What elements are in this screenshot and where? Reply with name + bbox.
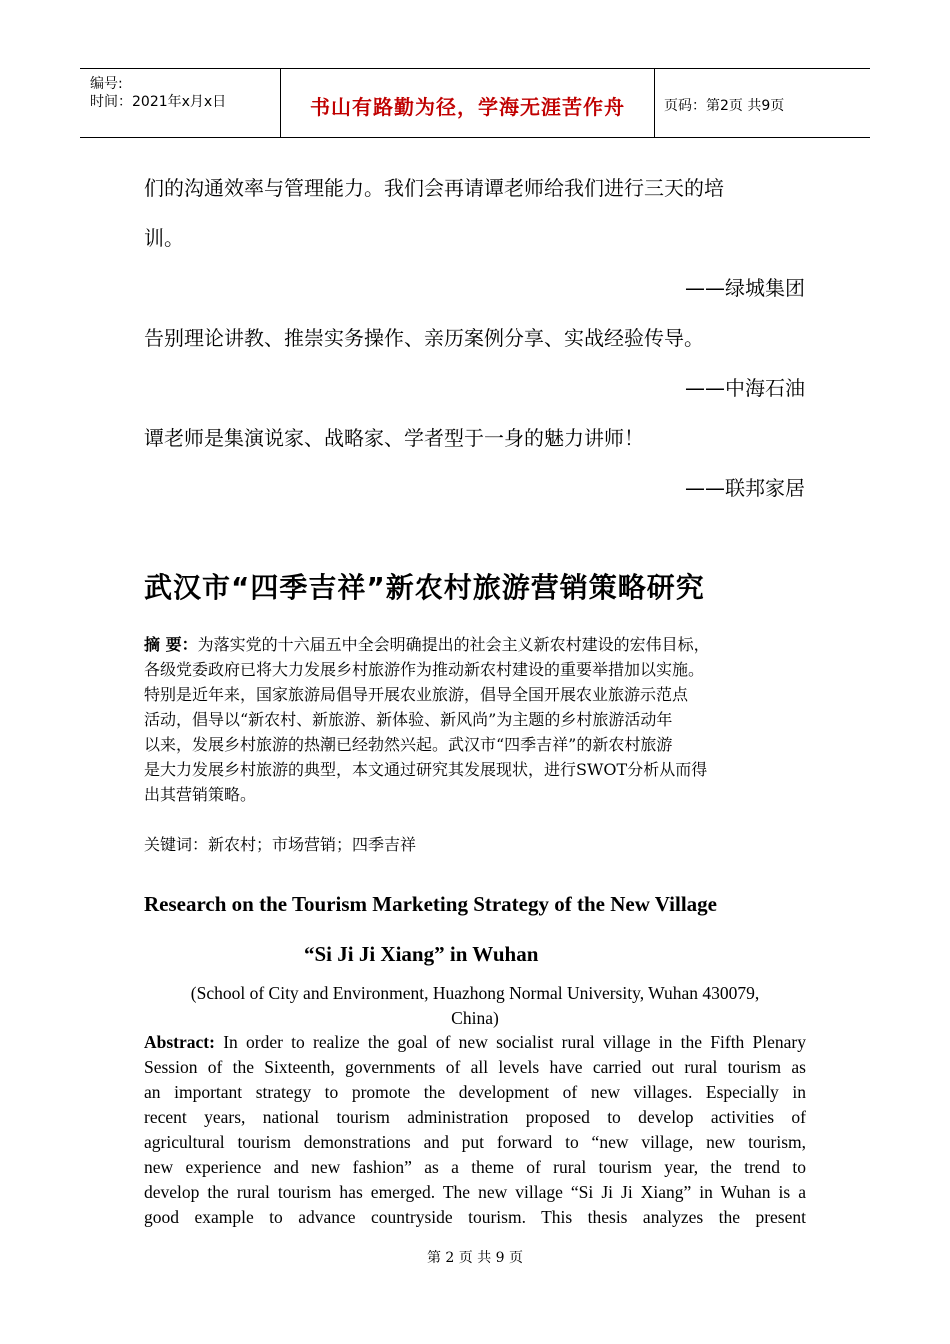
affiliation-line-2: China) [451,1008,499,1028]
motto: 书山有路勤为径，学海无涯苦作舟 [310,95,625,119]
abstract-en-line: Abstract: In order to realize the goal of new socialist rural village in the Fifth Plenary [144,1032,806,1052]
abstract-en-line: agricultural tourism demonstrations and put forward to “new village, new tourism, [144,1132,806,1152]
keywords-cn: 关键词：新农村；市场营销；四季吉祥 [144,835,417,854]
header-page-cell [654,69,870,137]
page-header [80,68,870,138]
testimonial-3-source: ——联邦家居 [685,476,805,500]
serial-label: 编号: [90,76,123,92]
testimonial-1-line-2: 训。 [144,226,184,250]
abstract-cn [144,632,806,807]
paper-title-en-line-1: Research on the Tourism Marketing Strategy of the New Village [144,892,717,916]
abstract-en-line: good example to advance countryside tourism. This thesis analyzes the present [144,1207,806,1227]
testimonial-2-source: ——中海石油 [685,376,805,400]
abstract-cn-label: 摘 要： [144,635,198,654]
testimonial-3-text: 谭老师是集演说家、战略家、学者型于一身的魅力讲师！ [144,426,644,450]
affiliation-line-1: (School of City and Environment, Huazhong Normal University, Wuhan 430079, [190,983,760,1003]
header-motto-cell [280,69,655,137]
abstract-en-line: new experience and new fashion” as a theme of rural tourism year, the trend to [144,1157,806,1177]
affiliation [144,981,806,1031]
abstract-cn-line: 各级党委政府已将大力发展乡村旅游作为推动新农村建设的重要举措加以实施。 [144,660,705,679]
testimonial-1-source: ——绿城集团 [685,276,805,300]
testimonial-1-line-1: 们的沟通效率与管理能力。我们会再请谭老师给我们进行三天的培 [144,176,724,200]
time-label: 时间：2021年x月x日 [90,94,227,110]
abstract-cn-line: 活动，倡导以“新农村、新旅游、新体验、新风尚”为主题的乡村旅游活动年 [144,710,673,729]
abstract-en [144,1030,806,1230]
abstract-cn-line: 以来，发展乡村旅游的热潮已经勃然兴起。武汉市“四季吉祥”的新农村旅游 [144,735,673,754]
header-meta-cell [80,69,280,137]
paper-title-en-line-2: “Si Ji Ji Xiang” in Wuhan [304,942,539,966]
abstract-cn-line: 特别是近年来，国家旅游局倡导开展农业旅游，倡导全国开展农业旅游示范点 [144,685,689,704]
abstract-en-line: develop the rural tourism has emerged. The new village “Si Ji Ji Xiang” in Wuhan is a [144,1182,806,1202]
abstract-en-line: recent years, national tourism administration proposed to develop activities of [144,1107,806,1127]
page-info: 页码：第2页 共9页 [664,98,785,114]
abstract-cn-line: 出其营销策略。 [144,785,257,804]
page-footer: 第 2 页 共 9 页 [426,1250,524,1266]
abstract-cn-line: 是大力发展乡村旅游的典型，本文通过研究其发展现状，进行SWOT分析从而得 [144,760,708,779]
abstract-en-line: an important strategy to promote the development of new villages. Especially in [144,1082,806,1102]
abstract-cn-line: 摘 要：为落实党的十六届五中全会明确提出的社会主义新农村建设的宏伟目标， [144,635,710,654]
abstract-en-label: Abstract: [144,1032,215,1052]
abstract-en-line: Session of the Sixteenth, governments of all levels have carried out rural tourism as [144,1057,806,1077]
paper-title-cn: 武汉市“四季吉祥”新农村旅游营销策略研究 [144,571,705,604]
testimonial-2-text: 告别理论讲教、推崇实务操作、亲历案例分享、实战经验传导。 [144,326,704,350]
